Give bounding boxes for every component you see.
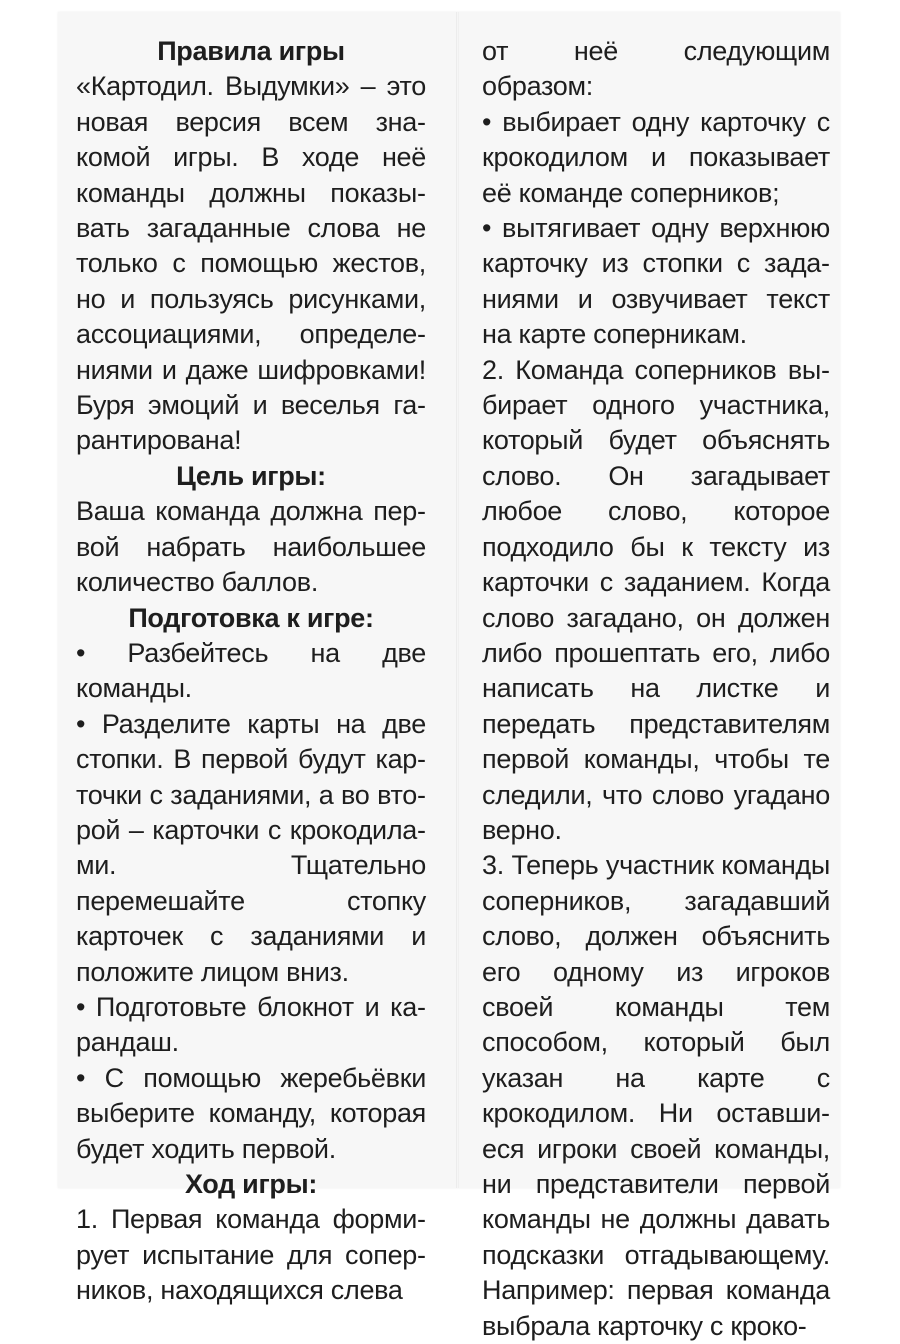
play-step-2: 2. Команда соперников выбирает одного участника, который будет объяснять слово. Он загадывает любое слово, которое подходило бы к тексту из карточки с заданием. Когда слово загадано, он должен либо прошептать его, либо написать на листке и передать представителям первой команды, чтобы те следили, что слово угадано верно. [482, 354, 830, 845]
prep-item-1: • Разбейтесь на две команды. [76, 637, 426, 704]
left-column [76, 34, 426, 1309]
goal-heading: Цель игры: [176, 460, 326, 491]
step-1-continuation: от неё следующим образом: [482, 36, 830, 102]
intro-paragraph: «Картодил. Выдумки» – это новая версия всем знакомой игры. В ходе неё команды должны показывать загаданные слова не только с помощью жестов, но и пользуясь рисунками, ассоциациями, определениями и даже шифровками! Буря эмоций и веселья гарантирована! [76, 71, 426, 456]
goal-paragraph: Ваша команда должна первой набрать наибольшее количество баллов. [76, 496, 426, 598]
play-step-3: 3. Теперь участник команды соперников, загадавший слово, должен объяснить его одному из игроков своей команды тем способом, который был указан на карте с крокодилом. Ни оставшиеся игроки своей команды, ни представители первой команды не должны давать подсказки отгадывающему. Например: первая команда выбрала карточку с кроко- [482, 850, 830, 1341]
prep-item-3: • Подготовьте блокнот и карандаш. [76, 991, 426, 1058]
prep-item-2: • Разделите карты на две стопки. В первой будут карточки с заданиями, а во второй – карточки с крокодилами. Тщательно перемешайте стопку карточек с заданиями и положите лицом вниз. [76, 708, 426, 987]
prep-heading: Подготовка к игре: [128, 602, 374, 633]
step-1-bullet-2: • вытягивает одну верхнюю карточку из стопки с заданиями и озвучивает текст на карте соперникам. [482, 213, 830, 350]
rules-heading: Правила игры [157, 36, 345, 66]
step-1-bullet-1: • выбирает одну карточку с крокодилом и показывает её команде соперников; [482, 106, 830, 208]
prep-item-4: • С помощью жеребьёвки выберите команду, которая будет ходить первой. [76, 1062, 426, 1164]
play-heading: Ход игры: [184, 1169, 318, 1199]
play-step-1: 1. Первая команда формирует испытание для соперников, находящихся слева [76, 1204, 426, 1306]
page-fold [456, 12, 459, 1188]
right-column [482, 34, 830, 1344]
